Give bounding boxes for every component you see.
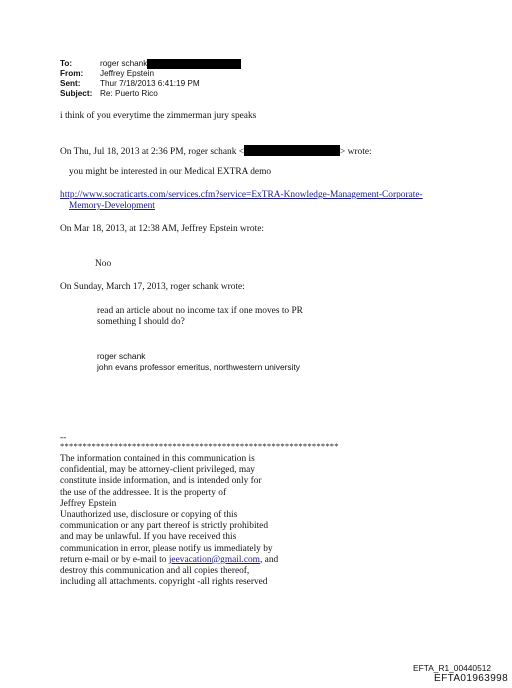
redaction-box — [244, 145, 340, 156]
disclaimer-line: including all attachments. copyright -all rights reserved — [60, 577, 268, 588]
disclaimer-line: destroy this communication and all copies thereof, — [60, 566, 250, 577]
disclaimer-block — [60, 454, 278, 588]
sent-row — [60, 79, 241, 89]
quote1-intro — [60, 145, 372, 158]
quote1-intro-a: On Thu, Jul 18, 2013 at 2:36 PM, roger schank < — [60, 147, 245, 157]
subject-label: Subject: — [60, 89, 93, 98]
disclaimer-line: communication or any part thereof is strictly prohibited — [60, 521, 269, 532]
email-line-pre: return e-mail or by e-mail to — [60, 554, 169, 565]
from-label: From: — [60, 69, 84, 78]
reply-text: i think of you everytime the zimmerman jury speaks — [60, 111, 257, 121]
quote3-line1: read an article about no income tax if one moves to PR — [97, 306, 303, 316]
separator-stars: ************************************************************** — [60, 441, 339, 451]
signature-dashes: -- — [60, 433, 67, 443]
disclaimer-line: The information contained in this communication is — [60, 454, 255, 464]
to-row — [60, 59, 241, 69]
to-label: To: — [60, 59, 73, 68]
socraticarts-link-line2[interactable]: Memory-Development — [69, 201, 155, 211]
disclaimer-line: and may be unlawful. If you have received this — [60, 532, 237, 543]
signature-name: roger schank — [97, 351, 146, 361]
email-link[interactable]: jeevacation@gmail.com — [168, 554, 260, 565]
signature-title: john evans professor emeritus, northwestern university — [97, 362, 300, 372]
disclaimer-email-line — [60, 555, 278, 566]
bates-id: EFTA01963998 — [434, 673, 509, 684]
disclaimer-line: the use of the addressee. It is the property of — [60, 487, 227, 498]
quote1-intro-b: > wrote: — [340, 147, 372, 157]
disclaimer-line: Jeffrey Epstein — [60, 498, 117, 509]
from-value: Jeffrey Epstein — [100, 69, 155, 78]
quote2-text: Noo — [95, 259, 112, 269]
sent-value: Thur 7/18/2013 6:41:19 PM — [100, 79, 200, 88]
quote1-text: you might be interested in our Medical EXTRA demo — [69, 167, 272, 177]
disclaimer-line: confidential, may be attorney-client privileged, may — [60, 465, 255, 476]
subject-row — [60, 89, 241, 99]
email-header — [60, 59, 241, 99]
socraticarts-link-line1[interactable]: http://www.socraticarts.com/services.cfm?service=ExTRA-Knowledge-Management-Corporate- — [60, 190, 423, 200]
bates-id-r1: EFTA_R1_00440512 — [413, 663, 492, 673]
quote2-intro: On Mar 18, 2013, at 12:38 AM, Jeffrey Epstein wrote: — [60, 224, 264, 234]
redaction-box — [147, 59, 241, 69]
to-value: roger schank — [100, 59, 148, 68]
sent-label: Sent: — [60, 79, 81, 88]
from-row — [60, 69, 241, 79]
quote3-intro: On Sunday, March 17, 2013, roger schank wrote: — [60, 282, 245, 292]
quote3-line2: something I should do? — [97, 317, 185, 327]
email-line-post: , and — [259, 554, 279, 565]
disclaimer-line: Unauthorized use, disclosure or copying of this — [60, 510, 238, 521]
subject-value: Re: Puerto Rico — [100, 89, 158, 98]
disclaimer-line: communication in error, please notify us immediately by — [60, 543, 273, 554]
disclaimer-line: constitute inside information, and is intended only for — [60, 476, 262, 487]
